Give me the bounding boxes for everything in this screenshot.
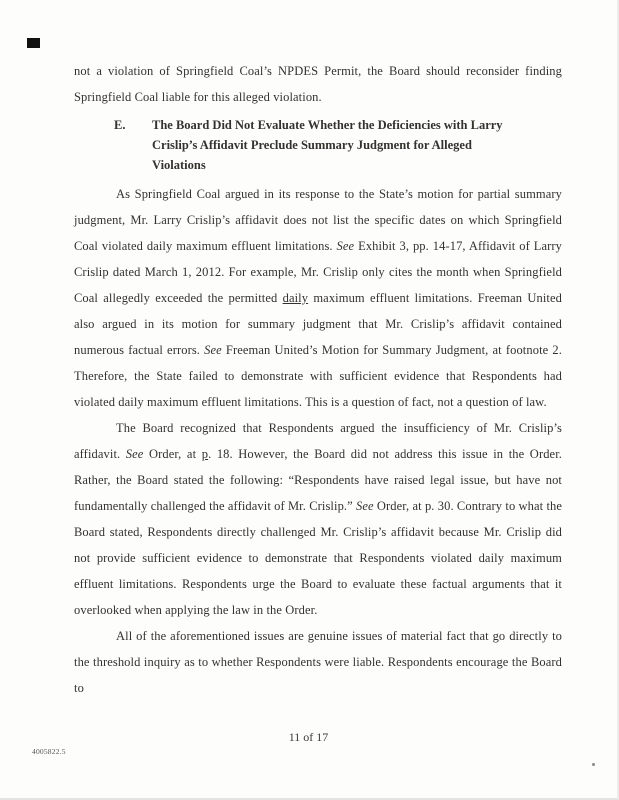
footer-page-number: 11 of 17: [288, 730, 329, 744]
section-heading: [114, 115, 562, 175]
scan-artifact-dot: [592, 763, 595, 766]
intro-paragraph-container: [74, 58, 562, 110]
section-heading-label: E.: [114, 118, 126, 132]
page-content: [74, 58, 562, 701]
body-paragraph: not a violation of Springfield Coal’s NPDES Permit, the Board should reconsider finding Springfield Coal liable for this alleged violation.: [74, 64, 562, 104]
footer-document-number: 4005822.5: [32, 747, 66, 756]
body-paragraph: The Board recognized that Respondents argued the insufficiency of Mr. Crislip’s affidavit. See Order, at p. 18. However, the Board did not address this issue in the Order. Rather, the Board stated the following: “Respondents have raised legal issue, but have not fundamentally challenged the affidavit of Mr. Crislip.” See Order, at p. 30. Contrary to what the Board stated, Respondents directly challenged Mr. Crislip’s affidavit because Mr. Crislip did not provide sufficient evidence to demonstrate that Respondents violated daily maximum effluent limitations. Respondents urge the Board to evaluate these factual arguments that it overlooked when applying the law in the Order.: [74, 421, 563, 617]
scan-artifact-mark: [27, 38, 40, 48]
body-paragraph: All of the aforementioned issues are genuine issues of material fact that go directly to the threshold inquiry as to whether Respondents were liable. Respondents encourage the Board to: [74, 629, 562, 695]
body-paragraph-container: [74, 181, 562, 701]
body-paragraph: As Springfield Coal argued in its response to the State’s motion for partial summary judgment, Mr. Larry Crislip’s affidavit does not list the specific dates on which Springfield Coal violated daily maximum effluent limitations. See Exhibit 3, pp. 14-17, Affidavit of Larry Crislip dated March 1, 2012. For example, Mr. Crislip only cites the month when Springfield Coal allegedly exceeded the permitted daily maximum effluent limitations. Freeman United also argued in its motion for summary judgment that Mr. Crislip’s affidavit contained numerous factual errors. See Freeman United’s Motion for Summary Judgment, at footnote 2. Therefore, the State failed to demonstrate with sufficient evidence that Respondents had violated daily maximum effluent limitations. This is a question of fact, not a question of law.: [74, 187, 563, 409]
section-heading-text: The Board Did Not Evaluate Whether the Deficiencies with Larry Crislip’s Affidavit Preclude Summary Judgment for Alleged Violations: [152, 118, 503, 172]
